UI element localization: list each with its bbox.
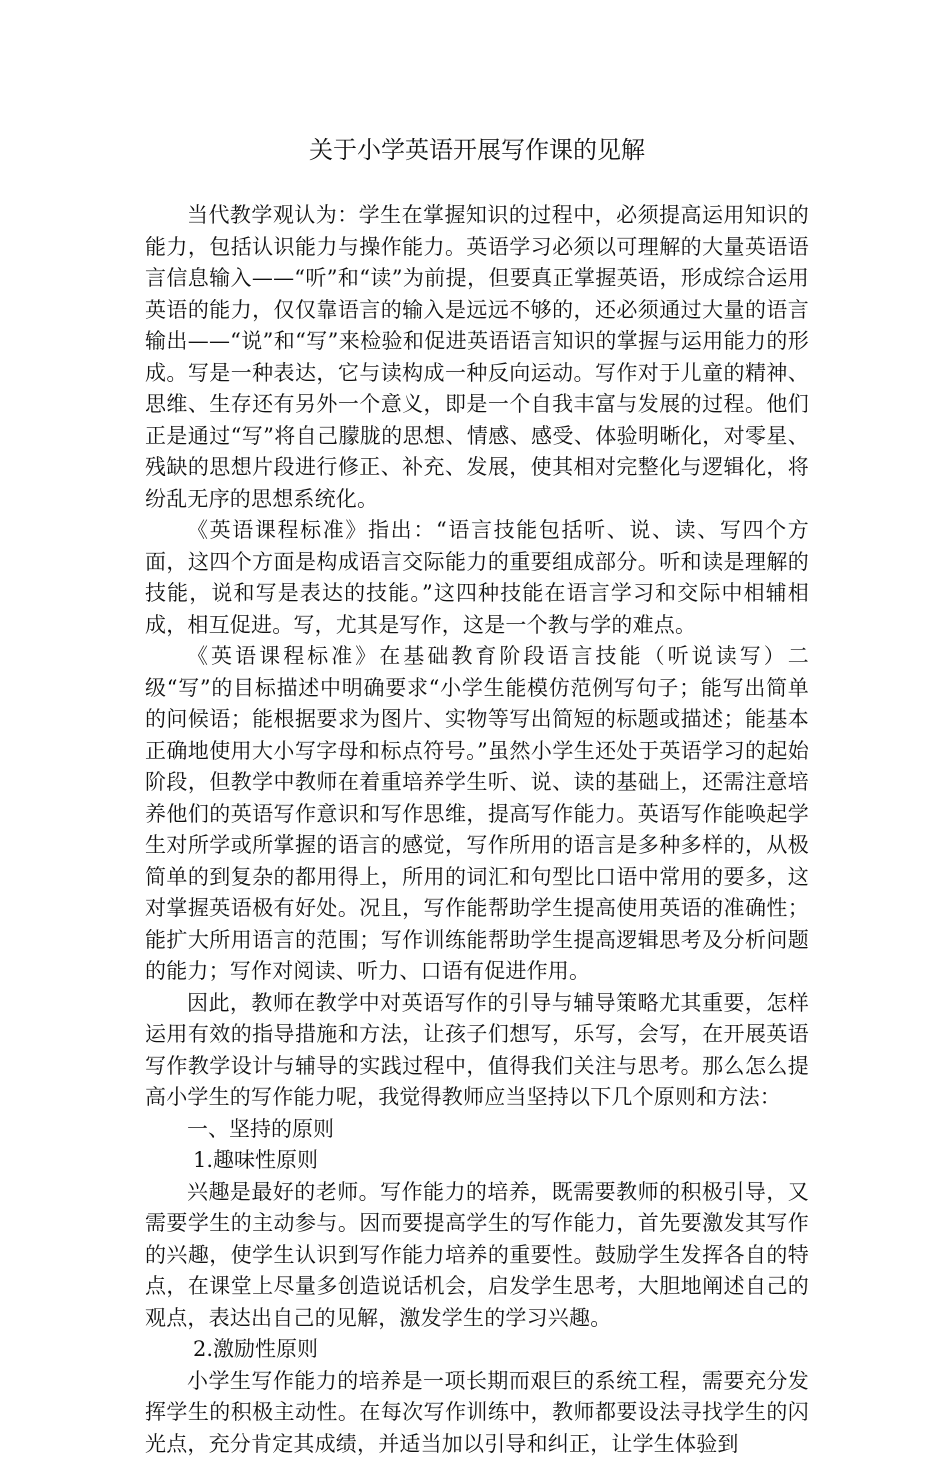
paragraph-intro: 当代教学观认为：学生在掌握知识的过程中，必须提高运用知识的能力，包括认识能力与操作能力。英语学习必须以可理解的大量英语语言信息输入——“听”和“读”为前提，但要真正掌握英语，形成综合运用英语的能力，仅仅靠语言的输入是远远不够的，还必须通过大量的语言输出——“说”和“写”来检验和促进英语语言知识的掌握与运用能力的形成。写是一种表达，它与读构成一种反向运动。写作对于儿童的精神、思维、生存还有另外一个意义，即是一个自我丰富与发展的过程。他们正是通过“写”将自己朦胧的思想、情感、感受、体验明晰化，对零星、残缺的思想片段进行修正、补充、发展，使其相对完整化与逻辑化，将纷乱无序的思想系统化。 <box>145 200 809 515</box>
section-heading-principles: 一、坚持的原则 <box>145 1114 809 1146</box>
paragraph-curriculum-standard: 《英语课程标准》指出：“语言技能包括听、说、读、写四个方面，这四个方面是构成语言交际能力的重要组成部分。听和读是理解的技能，说和写是表达的技能。”这四种技能在语言学习和交际中相辅相成，相互促进。写，尤其是写作，这是一个教与学的难点。 <box>145 515 809 641</box>
paragraph-teaching-strategy: 因此，教师在教学中对英语写作的引导与辅导策略尤其重要，怎样运用有效的指导措施和方法，让孩子们想写，乐写，会写，在开展英语写作教学设计与辅导的实践过程中，值得我们关注与思考。那么怎么提高小学生的写作能力呢，我觉得教师应当坚持以下几个原则和方法： <box>145 988 809 1114</box>
principle-2-text: 小学生写作能力的培养是一项长期而艰巨的系统工程，需要充分发挥学生的积极主动性。在每次写作训练中，教师都要设法寻找学生的闪光点，充分肯定其成绩，并适当加以引导和纠正，让学生体验到 <box>145 1366 809 1460</box>
paragraph-writing-goals: 《英语课程标准》在基础教育阶段语言技能（听说读写）二级“写”的目标描述中明确要求“小学生能模仿范例写句子；能写出简单的问候语；能根据要求为图片、实物等写出简短的标题或描述；能基本正确地使用大小写字母和标点符号。”虽然小学生还处于英语学习的起始阶段，但教学中教师在着重培养学生听、说、读的基础上，还需注意培养他们的英语写作意识和写作思维，提高写作能力。英语写作能唤起学生对所学或所掌握的语言的感觉，写作所用的语言是多种多样的，从极简单的到复杂的都用得上，所用的词汇和句型比口语中常用的要多，这对掌握英语极有好处。况且，写作能帮助学生提高使用英语的准确性；能扩大所用语言的范围；写作训练能帮助学生提高逻辑思考及分析问题的能力；写作对阅读、听力、口语有促进作用。 <box>145 641 809 988</box>
document-title: 关于小学英语开展写作课的见解 <box>145 130 809 170</box>
principle-1-text: 兴趣是最好的老师。写作能力的培养，既需要教师的积极引导，又需要学生的主动参与。因而要提高学生的写作能力，首先要激发其写作的兴趣，使学生认识到写作能力培养的重要性。鼓励学生发挥各自的特点，在课堂上尽量多创造说话机会，启发学生思考，大胆地阐述自己的观点，表达出自己的见解，激发学生的学习兴趣。 <box>145 1177 809 1335</box>
principle-1-heading: 1.趣味性原则 <box>145 1145 809 1177</box>
document-page <box>145 130 809 1460</box>
principle-2-heading: 2.激励性原则 <box>145 1334 809 1366</box>
